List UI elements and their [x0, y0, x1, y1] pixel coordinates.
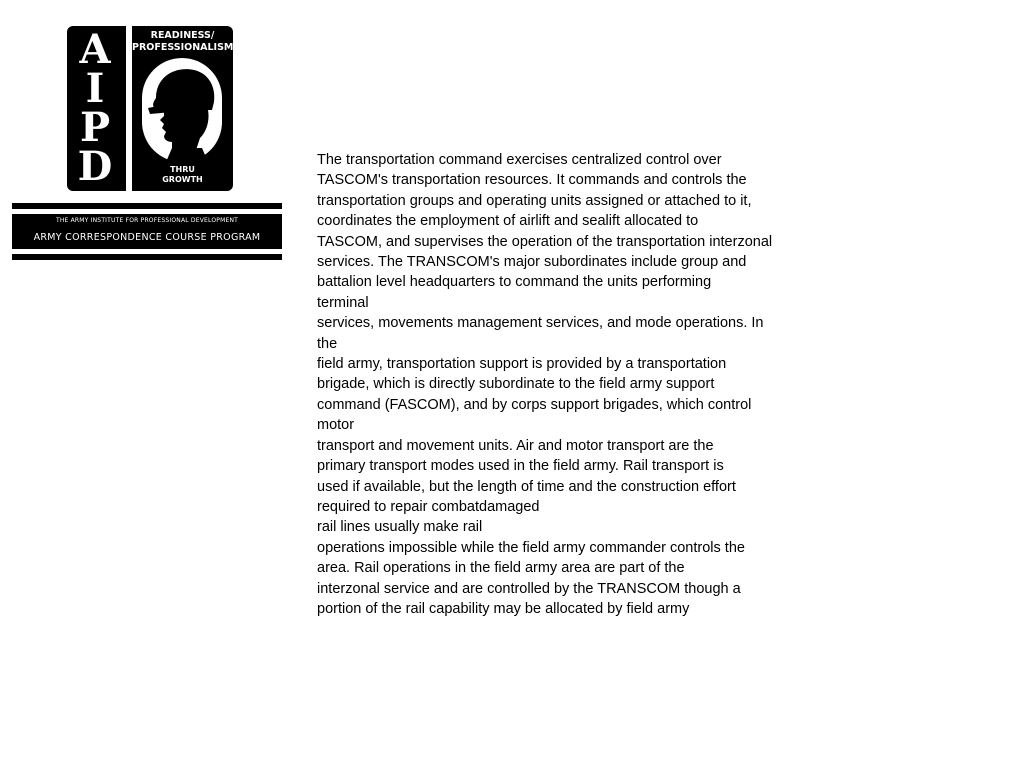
text-line: the — [317, 335, 338, 352]
logo-letter-p: P — [79, 104, 111, 152]
text-line: required to repair combatdamaged — [317, 498, 540, 515]
text-line: used if available, but the length of time and the construction effort — [317, 478, 736, 495]
logo-motto-bottom — [132, 165, 233, 185]
text-line: motor — [317, 417, 355, 434]
text-line: area. Rail operations in the field army area are part of the — [317, 560, 685, 577]
logo-rule-top — [12, 203, 282, 209]
text-line: field army, transportation support is provided by a transportation — [317, 356, 727, 373]
logo-letter-i: I — [85, 64, 105, 112]
logo-motto-top — [132, 30, 233, 54]
body-text — [317, 150, 817, 619]
aipd-logo — [12, 26, 282, 262]
text-line: coordinates the employment of airlift and sealift allocated to — [317, 213, 699, 230]
text-line: transportation groups and operating units assigned or attached to it, — [317, 192, 752, 209]
text-line: services, movements management services, and mode operations. In — [317, 315, 764, 332]
text-line: brigade, which is directly subordinate to the field army support — [317, 376, 715, 393]
soldier-helmet-icon — [142, 58, 222, 162]
logo-letters — [67, 26, 123, 191]
soldier-silhouette — [142, 58, 222, 162]
text-line: services. The TRANSCOM's major subordinates include group and — [317, 254, 747, 271]
text-line: TASCOM's transportation resources. It commands and controls the — [317, 172, 747, 189]
logo-motto-bottom-line-2: GROWTH — [162, 175, 203, 184]
logo-emblem — [67, 26, 233, 191]
logo-rule-bottom — [12, 254, 282, 260]
text-line: transport and movement units. Air and motor transport are the — [317, 437, 714, 454]
text-line: The transportation command exercises centralized control over — [317, 152, 722, 168]
logo-motto-bottom-line-1: THRU — [170, 165, 195, 174]
logo-letter-a: A — [79, 25, 111, 73]
text-line: terminal — [317, 294, 369, 311]
text-line: TASCOM, and supervises the operation of the transportation interzonal — [317, 233, 773, 250]
text-line: portion of the rail capability may be allocated by field army — [317, 600, 690, 617]
text-line: interzonal service and are controlled by the TRANSCOM though a — [317, 580, 741, 597]
text-line: command (FASCOM), and by corps support brigades, which control — [317, 396, 752, 413]
program-name: ARMY CORRESPONDENCE COURSE PROGRAM — [33, 232, 261, 243]
logo-emblem-right — [132, 26, 233, 191]
text-line: battalion level headquarters to command the units performing — [317, 274, 712, 291]
logo-motto-top-line-1: READINESS/ — [150, 30, 215, 41]
logo-motto-top-line-2: PROFESSIONALISM — [132, 42, 234, 53]
text-line: rail lines usually make rail — [317, 519, 483, 536]
institute-name: THE ARMY INSTITUTE FOR PROFESSIONAL DEVELOPMENT — [55, 217, 239, 224]
logo-letter-d: D — [77, 143, 113, 191]
text-line: operations impossible while the field army commander controls the — [317, 539, 745, 556]
logo-banner — [12, 214, 282, 249]
text-line: primary transport modes used in the field army. Rail transport is — [317, 458, 724, 475]
